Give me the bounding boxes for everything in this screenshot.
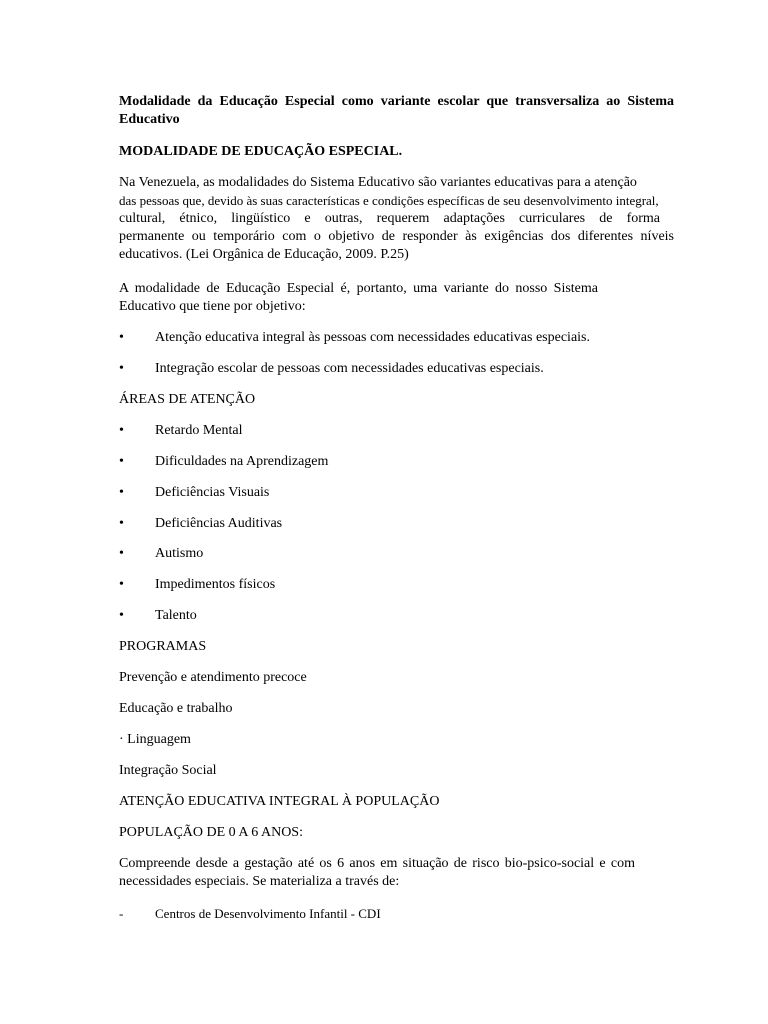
bullet-icon: • (119, 516, 124, 531)
population-line: Compreende desde a gestação até os 6 anos em situação de risco bio-psico-social e com (119, 856, 635, 871)
programs-heading: PROGRAMAS (119, 639, 207, 654)
bullet-icon: • (119, 546, 124, 561)
document-title-text: Modalidade da Educação Especial como variante escolar que transversaliza ao Sistema Educativo (119, 94, 674, 127)
bullet-icon: • (119, 361, 124, 376)
list-item: • Dificuldades na Aprendizagem (119, 454, 329, 469)
bullet-icon: • (119, 330, 124, 345)
objective-line: Educativo que tiene por objetivo: (119, 299, 306, 314)
bullet-icon: • (119, 454, 124, 469)
dash-bullet-icon: - (119, 906, 124, 921)
section-heading: MODALIDADE DE EDUCAÇÃO ESPECIAL. (119, 144, 403, 159)
intro-line: das pessoas que, devido às suas características e condições específicas de seu desenvolvimento integral, (119, 193, 659, 208)
population-line: necessidades especiais. Se materializa a través de: (119, 874, 400, 889)
intro-line: educativos. (Lei Orgânica de Educação, 2009. P.25) (119, 247, 409, 262)
intro-line: Na Venezuela, as modalidades do Sistema Educativo são variantes educativas para a atenção (119, 175, 637, 190)
program-item: Integração Social (119, 763, 217, 778)
bullet-icon: • (119, 577, 124, 592)
program-item: Educação e trabalho (119, 701, 233, 716)
intro-line: permanente ou temporário com o objetivo de responder às exigências dos diferentes níveis (119, 229, 674, 244)
list-item: • Impedimentos físicos (119, 577, 276, 592)
list-item: • Talento (119, 608, 197, 623)
list-item: • Deficiências Visuais (119, 485, 270, 500)
bullet-icon: • (119, 485, 124, 500)
list-item: • Integração escolar de pessoas com necessidades educativas especiais. (119, 361, 544, 376)
list-item: - Centros de Desenvolvimento Infantil - CDI (119, 906, 381, 921)
program-item: Prevenção e atendimento precoce (119, 670, 307, 685)
attention-heading: ATENÇÃO EDUCATIVA INTEGRAL À POPULAÇÃO (119, 794, 440, 809)
list-item: • Retardo Mental (119, 423, 243, 438)
population-paragraph (119, 855, 674, 891)
bullet-icon: • (119, 423, 124, 438)
intro-line: cultural, étnico, lingüístico e outras, requerem adaptações curriculares de forma (119, 211, 660, 226)
list-item: • Autismo (119, 546, 204, 561)
list-item: • Atenção educativa integral às pessoas com necessidades educativas especiais. (119, 330, 590, 345)
areas-heading: ÁREAS DE ATENÇÃO (119, 392, 256, 407)
intro-paragraph (119, 174, 674, 264)
document-title (119, 93, 674, 129)
bullet-icon: • (119, 608, 124, 623)
population-heading: POPULAÇÃO DE 0 A 6 ANOS: (119, 825, 303, 840)
list-item: • Deficiências Auditivas (119, 516, 283, 531)
objective-line: A modalidade de Educação Especial é, portanto, uma variante do nosso Sistema (119, 281, 598, 296)
program-item: · Linguagem (119, 732, 191, 747)
objective-paragraph (119, 280, 674, 316)
